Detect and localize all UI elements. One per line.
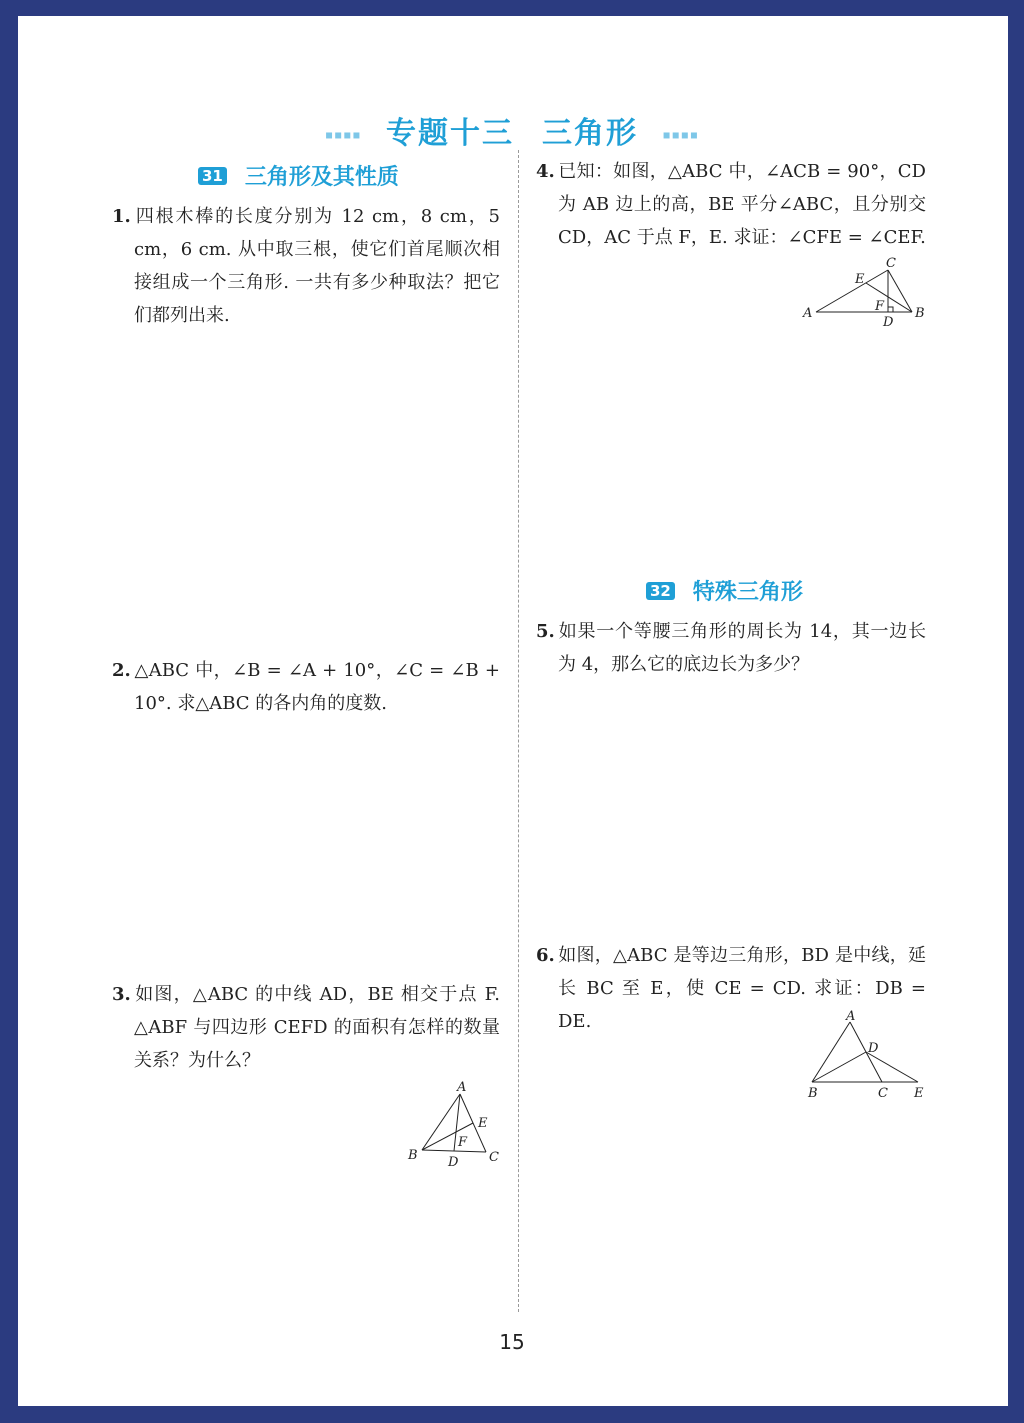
fig4-label-d: D: [883, 315, 894, 330]
section-31-badge: 31: [198, 167, 227, 185]
problem-1: [112, 200, 500, 332]
problem-4-number: 4.: [536, 161, 555, 182]
page-number: 15: [499, 1330, 525, 1354]
title-topic: [386, 116, 638, 151]
figure-4: [800, 254, 930, 332]
problem-5-number: 5.: [536, 621, 555, 642]
fig6-label-a: A: [846, 1009, 856, 1024]
problem-5-text: 如果一个等腰三角形的周长为 14，其一边长为 4，那么它的底边长为多少？: [558, 621, 926, 675]
fig6-label-b: B: [808, 1086, 818, 1101]
title-topic-name: 三角形: [542, 116, 638, 151]
section-32-title: 特殊三角形: [692, 580, 803, 605]
problem-1-text: 四根木棒的长度分别为 12 cm，8 cm，5 cm，6 cm. 从中取三根，使它们首尾顺次相接组成一个三角形. 一共有多少种取法？把它们都列出来.: [134, 206, 500, 326]
section-31-heading: [198, 160, 399, 191]
problem-3-number: 3.: [112, 984, 131, 1005]
title-dots-right: ▪▪▪▪: [662, 127, 699, 142]
fig6-label-c: C: [878, 1086, 888, 1101]
fig4-label-b: B: [915, 306, 925, 321]
figure-6: [800, 1008, 932, 1104]
problem-3: [112, 978, 500, 1077]
fig4-label-f: F: [875, 299, 885, 314]
fig6-side-ab: [812, 1022, 850, 1082]
figure-3: [404, 1076, 510, 1172]
fig4-label-e: E: [855, 272, 865, 287]
problem-6-text: 如图，△ABC 是等边三角形，BD 是中线，延长 BC 至 E，使 CE = CD. 求证：DB = DE.: [558, 945, 926, 1032]
section-32-heading: [646, 575, 803, 606]
fig4-bisector-be: [866, 283, 912, 312]
fig4-label-a: A: [803, 306, 813, 321]
fig3-label-e: E: [478, 1116, 488, 1131]
fig4-side-bc: [888, 270, 912, 312]
problem-2-number: 2.: [112, 660, 131, 681]
problem-6-number: 6.: [536, 945, 555, 966]
fig6-label-e: E: [914, 1086, 924, 1101]
fig3-label-f: F: [458, 1135, 468, 1150]
title-dots-left: ▪▪▪▪: [325, 127, 362, 142]
fig3-label-a: A: [457, 1080, 467, 1095]
title-topic-number: 专题十三: [386, 116, 514, 151]
section-31-title: 三角形及其性质: [244, 165, 399, 190]
problem-2-text: △ABC 中，∠B = ∠A + 10°，∠C = ∠B + 10°. 求△ABC 的各内角的度数.: [134, 660, 500, 714]
page-title: [0, 108, 1024, 152]
problem-1-number: 1.: [112, 206, 131, 227]
problem-4-text: 已知：如图，△ABC 中，∠ACB = 90°，CD 为 AB 边上的高，BE 平分∠ABC，且分别交 CD，AC 于点 F，E. 求证：∠CFE = ∠CEF.: [558, 161, 926, 248]
fig6-median-bd: [812, 1052, 866, 1082]
fig4-right-angle-mark: [888, 307, 893, 312]
fig4-label-c: C: [886, 256, 896, 271]
fig3-label-d: D: [448, 1155, 459, 1170]
fig3-label-b: B: [408, 1148, 418, 1163]
section-32-badge: 32: [646, 582, 675, 600]
problem-3-text: 如图，△ABC 的中线 AD，BE 相交于点 F. △ABF 与四边形 CEFD 的面积有怎样的数量关系？为什么？: [134, 984, 500, 1071]
column-divider: [518, 150, 519, 1312]
problem-5: [536, 615, 926, 681]
fig3-side-ab: [422, 1094, 460, 1150]
fig6-label-d: D: [868, 1041, 879, 1056]
problem-4: [536, 155, 926, 254]
problem-2: [112, 654, 500, 720]
fig3-label-c: C: [489, 1150, 499, 1165]
